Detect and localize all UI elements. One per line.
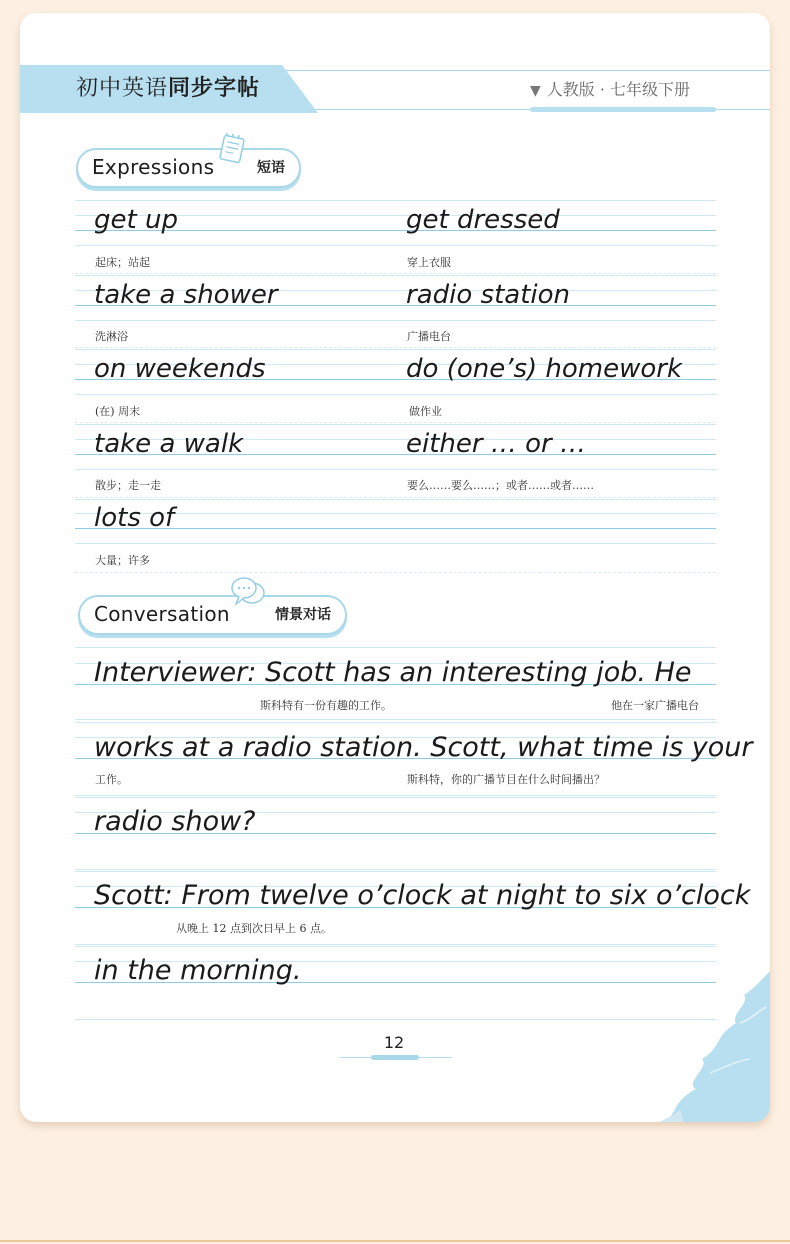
rule-line: [75, 394, 716, 395]
expression-en: on weekends: [94, 354, 266, 384]
expressions-badge: [76, 148, 301, 188]
dotted-line: [75, 497, 716, 498]
expression-zh: 做作业: [409, 405, 442, 418]
edition-underline: [530, 107, 716, 112]
conversation-gloss: 他在一家广播电台: [611, 699, 699, 712]
conversation-badge-en: Conversation: [94, 602, 230, 626]
expression-en: lots of: [94, 503, 175, 533]
expression-zh: 大量；许多: [95, 554, 150, 567]
dotted-line: [75, 572, 716, 573]
expression-en: get up: [94, 205, 178, 235]
expression-zh: 洗淋浴: [95, 330, 128, 343]
rule-line: [75, 647, 716, 648]
expression-zh: 散步；走一走: [95, 479, 161, 492]
expression-en: do (one’s) homework: [406, 354, 683, 384]
expression-en: either … or …: [406, 429, 586, 459]
expression-zh: (在) 周末: [95, 405, 141, 418]
rule-line: [75, 795, 716, 796]
conversation-gloss: 斯科特有一份有趣的工作。: [260, 699, 392, 712]
page-title: [76, 75, 260, 103]
rule-line: [75, 719, 716, 720]
notebook-icon: [216, 133, 248, 165]
conversation-gloss: 从晚上 12 点到次日早上 6 点。: [176, 922, 332, 935]
conversation-line: Scott: From twelve o’clock at night to six o’clock: [94, 880, 751, 911]
triangle-down-icon: ▼: [530, 83, 541, 99]
edition-text: 人教版 · 七年级下册: [546, 80, 691, 99]
rule-line: [75, 320, 716, 321]
page-number: 12: [383, 1033, 405, 1052]
expressions-badge-en: Expressions: [92, 155, 215, 179]
speech-bubbles-icon: [229, 575, 267, 609]
rule-line: [75, 1019, 716, 1020]
expression-zh: 起床；站起: [95, 256, 150, 269]
rule-line: [75, 871, 716, 872]
brush-stroke-decoration: [640, 963, 770, 1122]
rule-line: [75, 797, 716, 798]
expression-en: radio station: [406, 280, 570, 310]
conversation-gloss: 工作。: [95, 773, 128, 786]
expression-zh: 要么……要么……；或者……或者……: [407, 479, 594, 492]
dotted-line: [75, 347, 716, 348]
rule-line: [75, 869, 716, 870]
page-title-regular: 初中英语: [76, 76, 169, 101]
rule-line: [75, 424, 716, 425]
conversation-gloss: 斯科特，你的广播节目在什么时间播出？: [407, 773, 605, 786]
rule-line: [75, 469, 716, 470]
conversation-line: in the morning.: [94, 955, 302, 986]
expression-en: take a shower: [94, 280, 278, 310]
rule-line: [75, 245, 716, 246]
expression-en: take a walk: [94, 429, 244, 459]
conversation-badge-zh: 情景对话: [275, 607, 331, 623]
rule-line: [75, 722, 716, 723]
conversation-line: works at a radio station. Scott, what time is your: [94, 732, 753, 763]
rule-line: [75, 200, 716, 201]
page-title-bold: 同步字帖: [168, 76, 261, 101]
page-number-bar: [371, 1055, 419, 1060]
workbook-page: [20, 13, 770, 1122]
rule-line: [75, 499, 716, 500]
bottom-border: [0, 1240, 790, 1242]
conversation-line: radio show?: [94, 806, 256, 837]
rule-line: [75, 944, 716, 945]
edition-label: [530, 79, 690, 101]
rule-line: [75, 275, 716, 276]
rule-line: [75, 543, 716, 544]
expression-zh: 广播电台: [407, 330, 451, 343]
expression-zh: 穿上衣服: [407, 256, 451, 269]
conversation-line: Interviewer: Scott has an interesting job. He: [94, 657, 692, 688]
expressions-badge-zh: 短语: [257, 160, 285, 176]
dotted-line: [75, 422, 716, 423]
rule-line: [75, 349, 716, 350]
dotted-line: [75, 273, 716, 274]
expression-en: get dressed: [406, 205, 560, 235]
rule-line: [75, 946, 716, 947]
conversation-badge: [78, 595, 347, 635]
